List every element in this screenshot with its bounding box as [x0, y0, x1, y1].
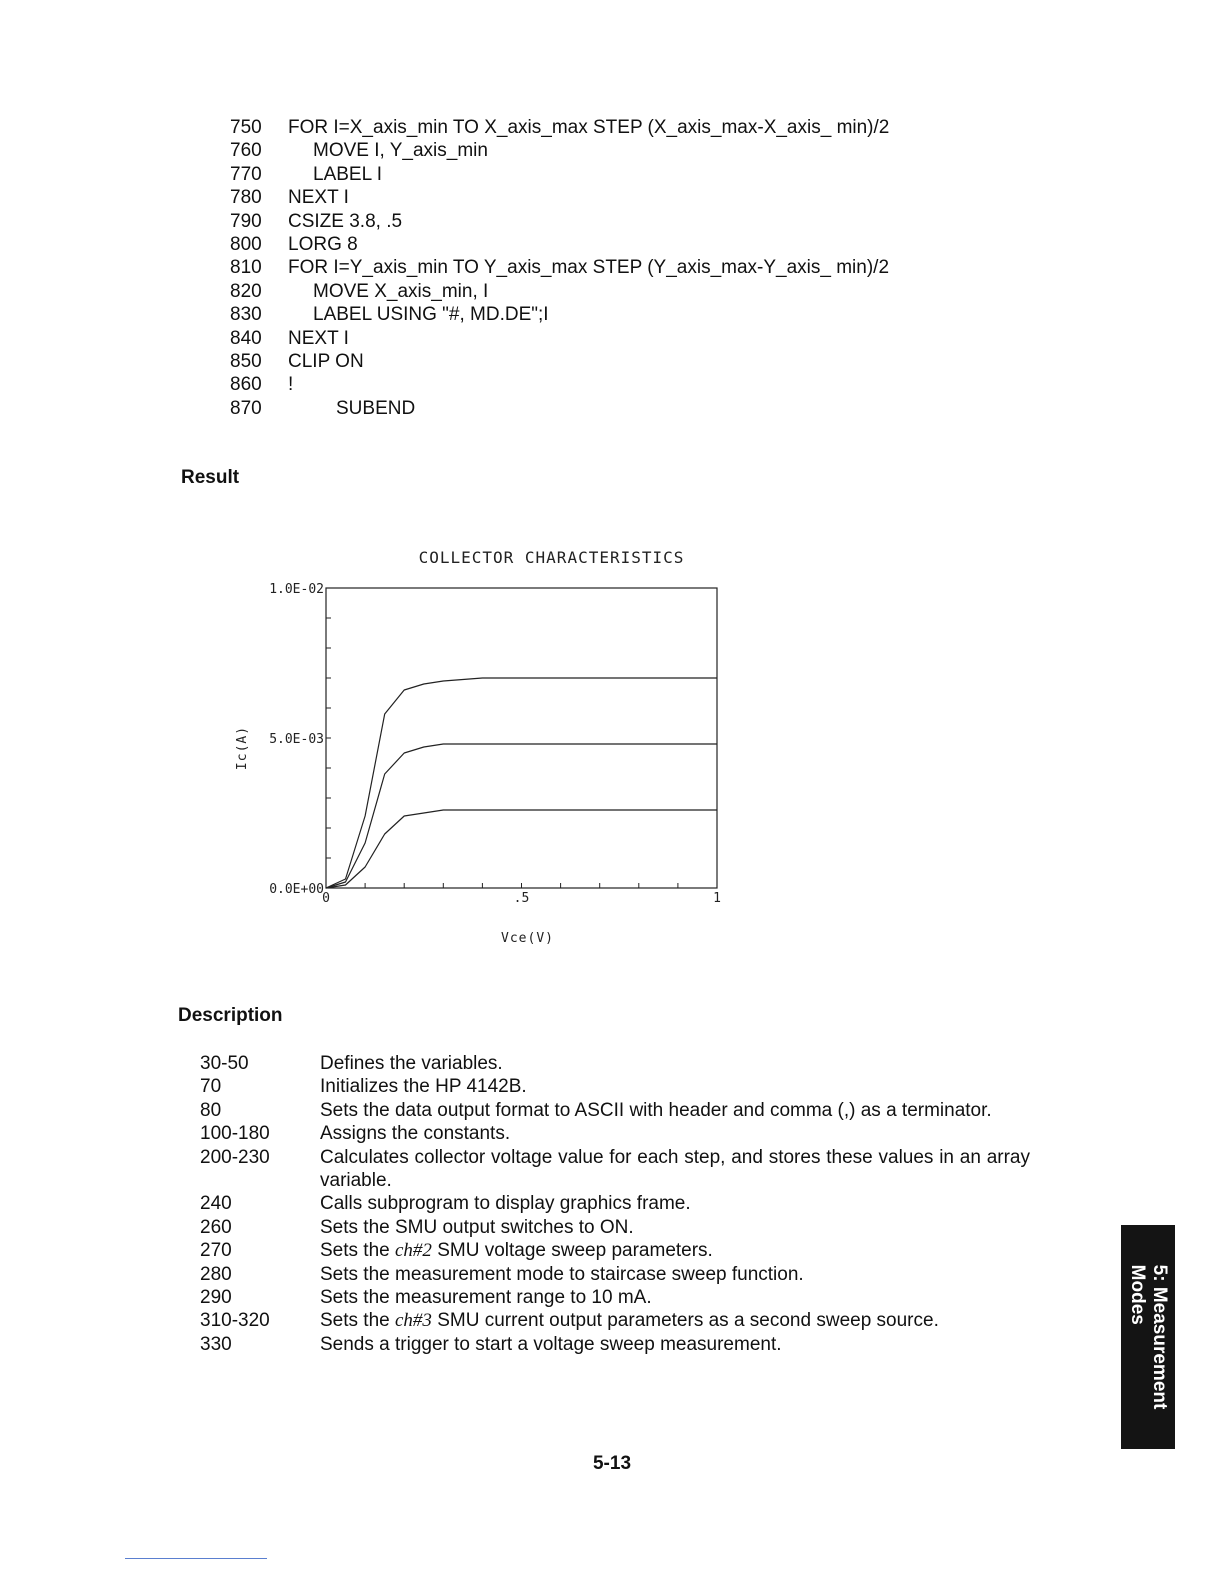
description-text — [320, 1122, 1030, 1145]
description-line-range: 100-180 — [200, 1123, 270, 1145]
section-tab-label — [1126, 1265, 1170, 1410]
description-text — [320, 1216, 1030, 1239]
description-row — [200, 1216, 1030, 1239]
description-row — [200, 1263, 1030, 1286]
description-text — [320, 1192, 1030, 1215]
code-line — [230, 397, 1030, 420]
code-line — [230, 186, 1030, 209]
description-fragment: Sets the measurement range to 10 mA. — [320, 1287, 652, 1309]
x-axis-label: Vce(V) — [501, 931, 554, 946]
description-row — [200, 1075, 1030, 1098]
code-listing — [230, 116, 1030, 420]
description-line-range: 240 — [200, 1193, 232, 1215]
description-line-range: 280 — [200, 1263, 232, 1285]
code-line-number: 780 — [230, 187, 262, 209]
description-text — [320, 1333, 1030, 1356]
description-fragment: SMU voltage sweep parameters. — [431, 1240, 713, 1262]
description-fragment: Assigns the constants. — [320, 1123, 511, 1145]
description-line-range: 70 — [200, 1076, 222, 1098]
description-text — [320, 1286, 1030, 1309]
code-line-number: 810 — [230, 257, 262, 279]
description-row — [200, 1192, 1030, 1215]
code-line-number: 820 — [230, 280, 262, 302]
x-tick-label: 0 — [322, 891, 330, 906]
description-list — [200, 1052, 1030, 1356]
code-statement: MOVE I, Y_axis_min — [313, 140, 488, 162]
description-fragment: Defines the variables. — [320, 1053, 503, 1074]
x-tick-label: 1 — [713, 891, 721, 906]
code-line-number: 750 — [230, 117, 262, 138]
description-fragment: Sends a trigger to start a voltage sweep measurement. — [320, 1333, 782, 1355]
description-row — [200, 1052, 1030, 1075]
description-row — [200, 1122, 1030, 1145]
footnote-rule — [125, 1558, 267, 1559]
y-tick-label: 1.0E-02 — [269, 582, 324, 597]
description-row — [200, 1286, 1030, 1309]
description-heading: Description — [178, 1005, 283, 1026]
description-row — [200, 1333, 1030, 1356]
code-line-number: 850 — [230, 350, 262, 372]
description-text — [320, 1075, 1030, 1098]
code-line — [230, 303, 1030, 326]
page-number: 5-13 — [592, 1453, 632, 1474]
code-line — [230, 210, 1030, 233]
code-line — [230, 327, 1030, 350]
code-statement: NEXT I — [288, 327, 349, 349]
description-row — [200, 1239, 1030, 1262]
description-text — [320, 1052, 1030, 1075]
description-fragment: Sets the measurement mode to staircase sweep function. — [320, 1263, 804, 1285]
code-line-number: 830 — [230, 304, 262, 326]
description-text — [320, 1099, 1030, 1122]
description-row — [200, 1099, 1030, 1122]
code-statement: FOR I=X_axis_min TO X_axis_max STEP (X_axis_max-X_axis_ min)/2 — [288, 117, 890, 138]
description-fragment: Sets the — [320, 1240, 395, 1262]
description-fragment: Sets the — [320, 1310, 395, 1332]
collector-characteristics-chart — [230, 540, 750, 960]
code-line — [230, 350, 1030, 373]
y-tick-label: 5.0E-03 — [269, 732, 324, 747]
description-line-range: 270 — [200, 1240, 232, 1262]
description-text — [320, 1146, 1030, 1193]
description-line-range: 80 — [200, 1099, 222, 1121]
chart-title: COLLECTOR CHARACTERISTICS — [418, 548, 685, 567]
code-statement: CSIZE 3.8, .5 — [288, 210, 403, 232]
code-statement: LABEL USING "#, MD.DE";I — [313, 304, 549, 326]
channel-name: ch#2 — [395, 1240, 432, 1262]
code-statement: ! — [288, 374, 294, 396]
description-row — [200, 1146, 1030, 1193]
description-line-range: 30-50 — [200, 1053, 249, 1074]
code-statement: LORG 8 — [288, 233, 358, 255]
code-line — [230, 233, 1030, 256]
section-tab — [1121, 1225, 1175, 1449]
code-statement: MOVE X_axis_min, I — [313, 280, 489, 302]
description-fragment: Calculates collector voltage value for each step, and stores these values in an array variable. — [320, 1146, 1030, 1192]
section-tab-line1: 5: Measurement — [1149, 1264, 1170, 1410]
code-statement: LABEL I — [313, 163, 383, 185]
description-fragment: SMU current output parameters as a second sweep source. — [431, 1310, 939, 1332]
code-statement: CLIP ON — [288, 350, 364, 372]
y-axis-label: Ic(A) — [235, 725, 250, 771]
code-line-number: 770 — [230, 163, 262, 185]
code-line-number: 860 — [230, 374, 262, 396]
series-line — [326, 744, 717, 888]
code-line — [230, 373, 1030, 396]
y-tick-label: 0.0E+00 — [269, 882, 324, 897]
code-line — [230, 116, 1030, 139]
description-row — [200, 1309, 1030, 1332]
code-statement: FOR I=Y_axis_min TO Y_axis_max STEP (Y_axis_max-Y_axis_ min)/2 — [288, 257, 890, 279]
description-fragment: Sets the data output format to ASCII with header and comma (,) as a terminator. — [320, 1099, 992, 1121]
description-line-range: 260 — [200, 1216, 232, 1238]
code-line-number: 790 — [230, 210, 262, 232]
description-fragment: Calls subprogram to display graphics frame. — [320, 1193, 691, 1215]
description-line-range: 290 — [200, 1287, 232, 1309]
plot-frame — [326, 588, 717, 888]
description-line-range: 330 — [200, 1333, 232, 1355]
x-tick-label: .5 — [513, 891, 530, 906]
code-statement: SUBEND — [336, 397, 416, 419]
code-line — [230, 256, 1030, 279]
code-line-number: 870 — [230, 397, 262, 419]
code-line — [230, 280, 1030, 303]
code-line — [230, 139, 1030, 162]
description-fragment: Initializes the HP 4142B. — [320, 1076, 527, 1098]
series-line — [326, 810, 717, 888]
description-text — [320, 1309, 1030, 1332]
description-fragment: Sets the SMU output switches to ON. — [320, 1216, 634, 1238]
code-statement: NEXT I — [288, 187, 349, 209]
section-tab-line2: Modes — [1127, 1264, 1148, 1325]
code-line-number: 760 — [230, 140, 262, 162]
description-line-range: 310-320 — [200, 1310, 270, 1332]
code-line — [230, 163, 1030, 186]
description-line-range: 200-230 — [200, 1146, 270, 1168]
result-heading: Result — [181, 467, 240, 488]
description-text — [320, 1239, 1030, 1262]
channel-name: ch#3 — [395, 1310, 432, 1332]
description-text — [320, 1263, 1030, 1286]
code-line-number: 800 — [230, 233, 262, 255]
code-line-number: 840 — [230, 327, 262, 349]
series-line — [326, 678, 717, 888]
chart-svg — [230, 540, 750, 960]
